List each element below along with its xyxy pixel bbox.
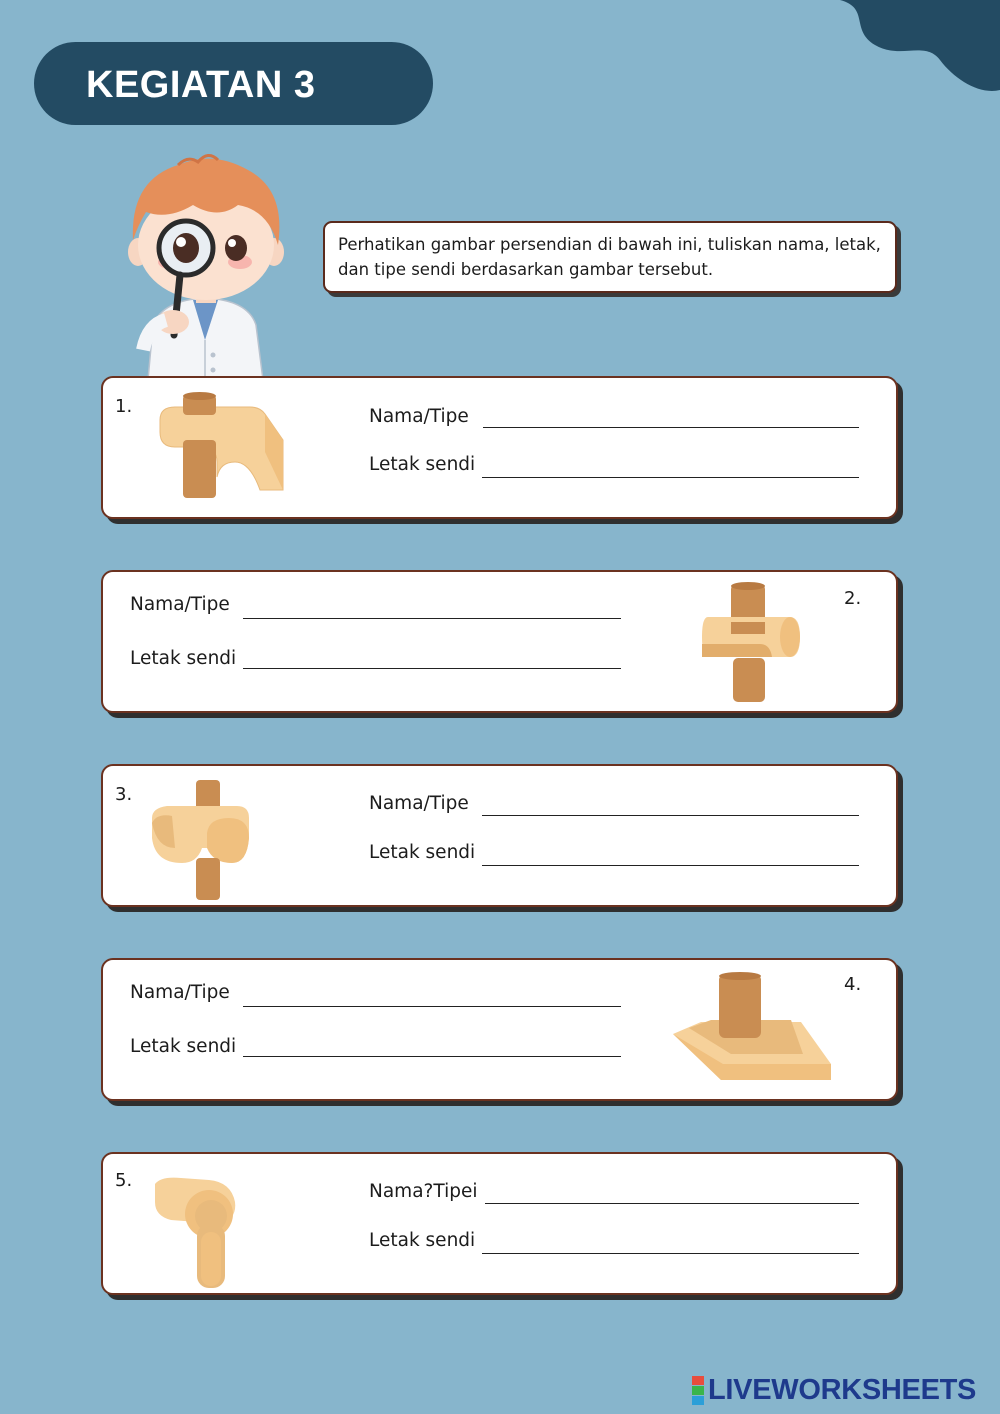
joint-location-label: Letak sendi	[369, 1230, 476, 1251]
question-number: 5.	[115, 1170, 133, 1191]
joint-location-label: Letak sendi	[130, 1036, 237, 1057]
joint-location-answer-line[interactable]	[243, 668, 621, 669]
gliding-joint-icon	[671, 972, 833, 1087]
name-type-answer-line[interactable]	[243, 618, 621, 619]
question-number: 4.	[844, 974, 862, 995]
joint-location-answer-line[interactable]	[482, 477, 859, 478]
pivot-joint-icon	[155, 392, 290, 500]
name-type-label: Nama/Tipe	[130, 594, 230, 615]
brand-name: LIVEWORKSHEETS	[708, 1373, 977, 1406]
question-number: 1.	[115, 396, 133, 417]
joint-location-answer-line[interactable]	[482, 865, 859, 866]
ball-socket-joint-icon	[151, 1172, 241, 1290]
boy-magnifier-illustration	[118, 150, 293, 380]
instruction-text: Perhatikan gambar persendian di bawah ini, tuliskan nama, letak, dan tipe sendi berdasarkan gambar tersebut.	[338, 235, 881, 279]
instruction-box	[323, 221, 897, 293]
joint-location-answer-line[interactable]	[243, 1056, 621, 1057]
joint-location-label: Letak sendi	[369, 842, 476, 863]
name-type-label: Nama/Tipe	[130, 982, 230, 1003]
page-title: KEGIATAN 3	[86, 64, 316, 106]
saddle-joint-icon	[147, 778, 259, 902]
question-card-4	[101, 958, 898, 1101]
joint-location-label: Letak sendi	[130, 648, 237, 669]
question-number: 2.	[844, 588, 862, 609]
name-type-answer-line[interactable]	[485, 1203, 859, 1204]
liveworksheets-logo-icon	[692, 1376, 704, 1405]
question-card-1	[101, 376, 898, 519]
corner-blob-decoration	[830, 0, 1000, 100]
name-type-label: Nama/Tipe	[369, 406, 469, 427]
liveworksheets-logo	[692, 1373, 976, 1407]
question-number: 3.	[115, 784, 133, 805]
name-type-label: Nama?Tipei	[369, 1181, 478, 1202]
joint-location-answer-line[interactable]	[482, 1253, 859, 1254]
title-banner	[34, 42, 433, 125]
name-type-label: Nama/Tipe	[369, 793, 469, 814]
name-type-answer-line[interactable]	[482, 815, 859, 816]
joint-location-label: Letak sendi	[369, 454, 476, 475]
question-card-2	[101, 570, 898, 713]
name-type-answer-line[interactable]	[483, 427, 859, 428]
hinge-joint-icon	[700, 582, 805, 704]
name-type-answer-line[interactable]	[243, 1006, 621, 1007]
question-card-5	[101, 1152, 898, 1295]
question-card-3	[101, 764, 898, 907]
